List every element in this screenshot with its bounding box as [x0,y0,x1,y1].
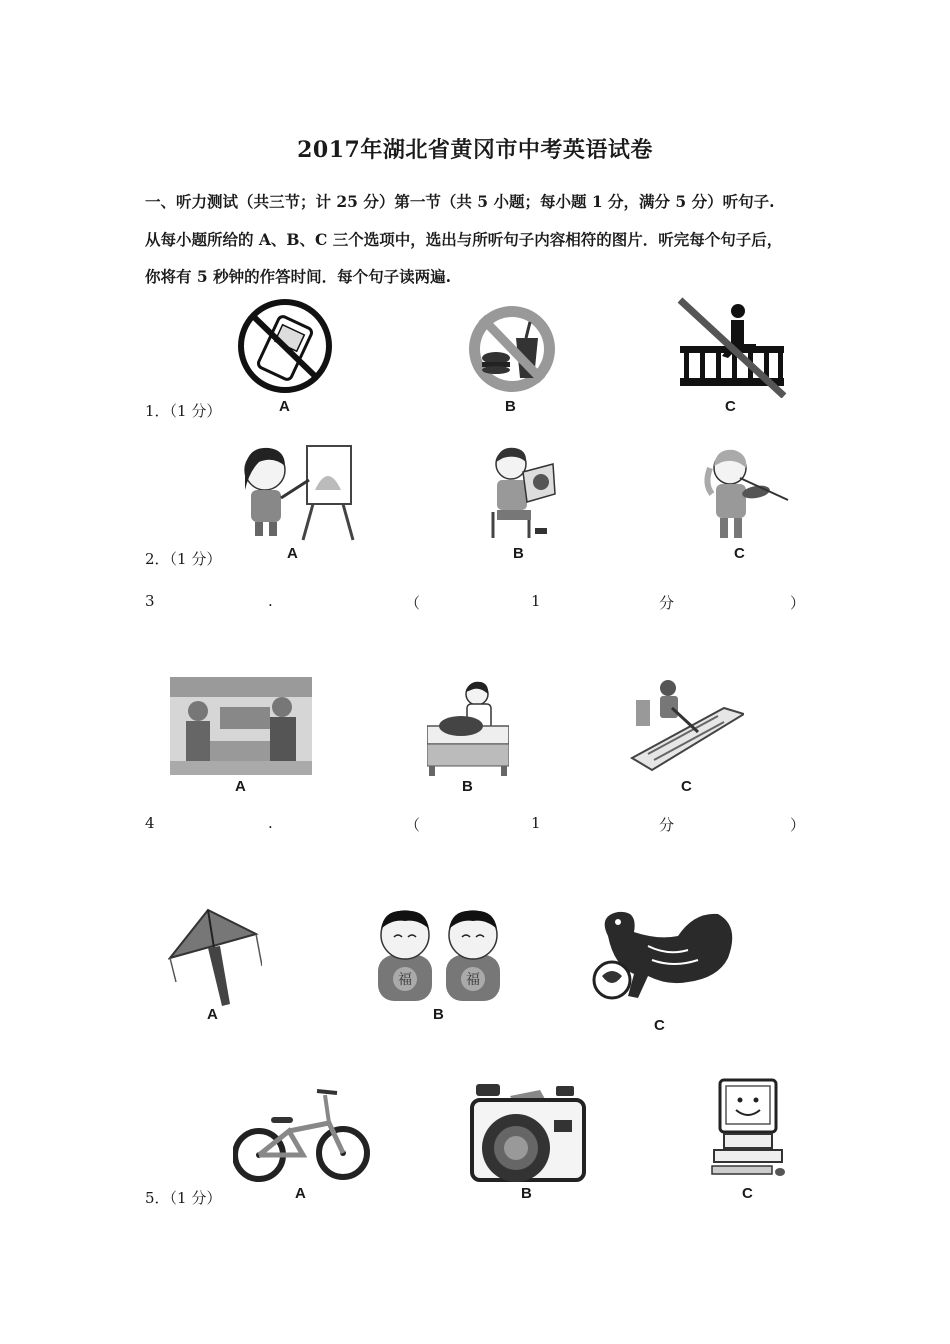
option-label: A [207,1006,218,1023]
question-1-label [145,400,221,421]
question-4-open-paren: （ [405,816,421,834]
paper-cut-rooster-picture [578,906,740,1010]
question-score: （1 分） [169,550,222,568]
question-3-unit: 分 [659,594,675,612]
option-label: C [725,398,736,415]
no-sitting-on-railing-icon [676,296,788,398]
boy-making-bed-picture [427,680,509,778]
option-label: B [505,398,516,415]
girl-playing-violin-picture [700,444,790,542]
option-label: A [295,1185,306,1202]
option-label: A [287,545,298,562]
option-label: C [681,778,692,795]
boy-reading-picture [483,442,559,540]
question-4-number: 4 [145,814,155,832]
option-label: A [235,778,246,795]
option-label: C [742,1185,753,1202]
page-title: 2017年湖北省黄冈市中考英语试卷 [297,137,653,163]
option-label: B [521,1185,532,1202]
option-label: B [513,545,524,562]
question-3-points: 1 [531,592,541,610]
girl-painting-picture [233,442,355,542]
question-3-close-paren: ） [790,594,806,612]
instructions-line-1: 一、听力测试（共三节；计 25 分）第一节（共 5 小题；每小题 1 分，满分 5 分）听句子. [145,192,775,211]
question-2-label [145,548,221,569]
option-label: A [279,398,290,415]
question-score: （1 分） [169,1189,222,1207]
question-3-open-paren: （ [405,594,421,612]
question-number: 1． [145,402,170,420]
option-label: C [654,1017,665,1034]
boy-sweeping-floor-picture [628,678,744,776]
instructions-line-3: 你将有 5 秒钟的作答时间．每个句子读两遍. [145,267,451,286]
no-phone-sign-icon [233,298,337,394]
kite-picture [168,908,262,1008]
instructions-line-2: 从每小题所给的 A、B、C 三个选项中，选出与所听句子内容相符的图片．听完每个句子后， [145,230,783,249]
option-label: B [462,778,473,795]
question-5-label [145,1187,221,1208]
people-in-room-picture [170,677,312,775]
question-4-close-paren: ） [790,816,806,834]
question-4-dot: . [268,814,273,832]
question-3-dot: . [268,592,273,610]
no-food-drink-sign-icon [464,302,560,396]
doll-character: 福 [466,972,480,988]
question-4-unit: 分 [659,816,675,834]
question-3-number: 3 [145,592,155,610]
question-4-points: 1 [531,814,541,832]
question-score: （1 分） [169,402,222,420]
computer-picture [708,1078,788,1186]
doll-character: 福 [398,972,412,988]
clay-dolls-picture [372,907,506,1003]
question-number: 2． [145,550,170,568]
question-number: 5． [145,1189,170,1207]
bicycle-picture [233,1083,371,1183]
option-label: C [734,545,745,562]
option-label: B [433,1006,444,1023]
camera-picture [470,1080,586,1184]
